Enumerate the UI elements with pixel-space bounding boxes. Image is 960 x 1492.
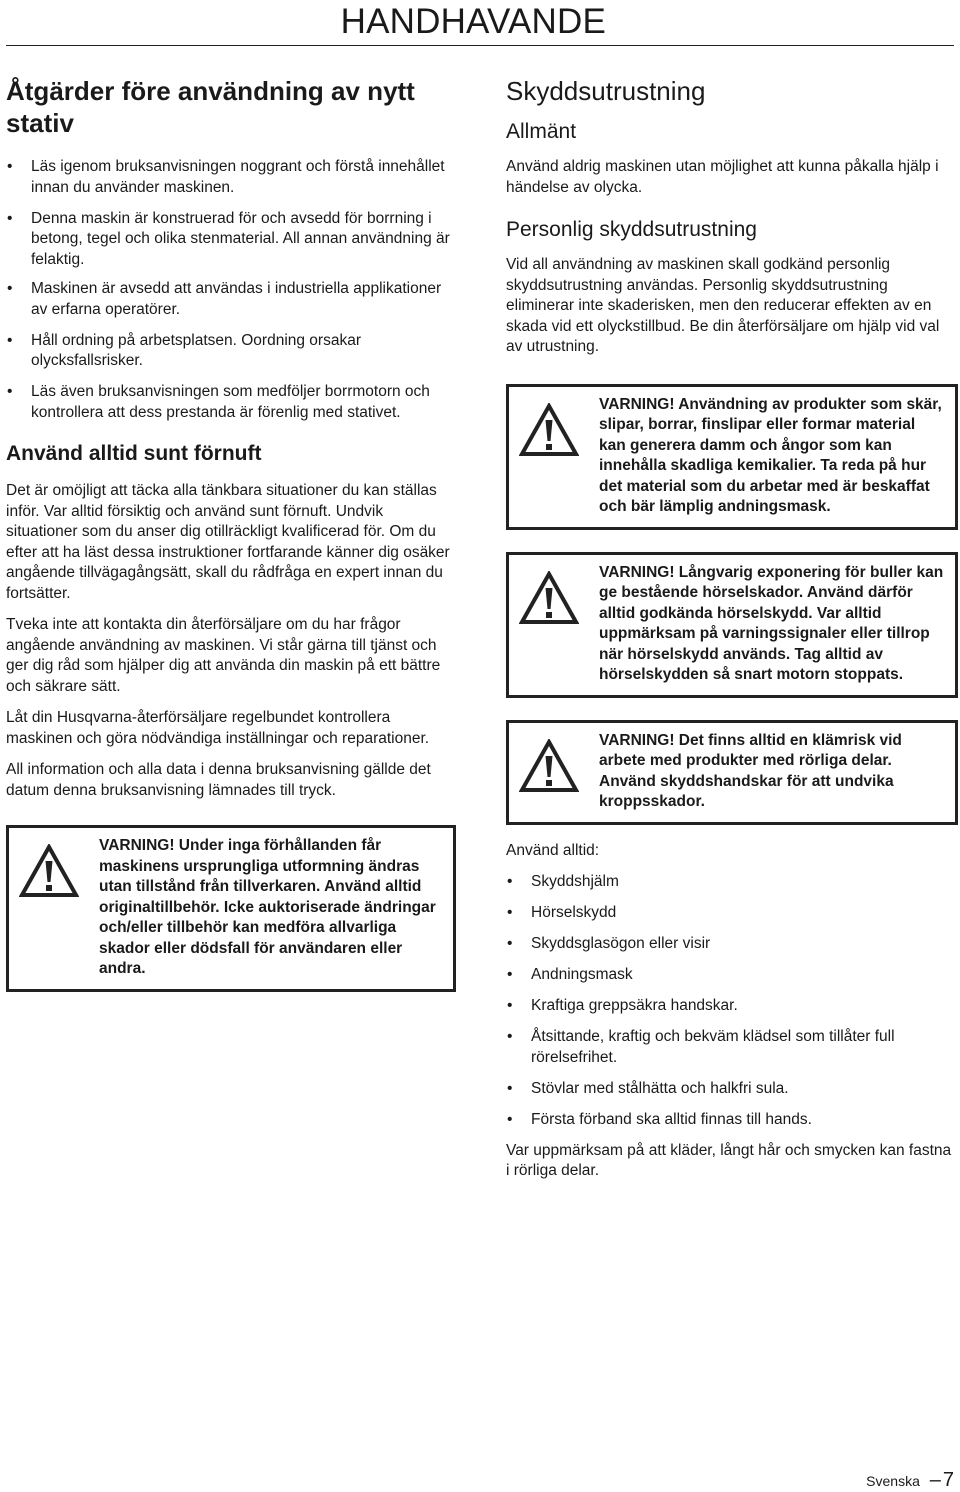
section-title-common-sense: Använd alltid sunt förnuft	[6, 442, 262, 465]
page-footer	[866, 1470, 954, 1491]
equipment-list	[506, 872, 956, 1130]
subsection-title-personal-equipment: Personlig skyddsutrustning	[506, 218, 757, 241]
general-text: Använd aldrig maskinen utan möjlighet att kunna påkalla hjälp i händelse av olycka.	[506, 158, 939, 196]
bullet-dot: •	[507, 966, 513, 983]
bullet-dot: •	[507, 1079, 513, 1097]
list-item: • Åtsittande, kraftig och bekväm klädsel som tillåter full rörelsefrihet.	[507, 1028, 895, 1066]
bullet-dot: •	[7, 280, 13, 297]
always-use-label: Använd alltid:	[506, 841, 600, 859]
contact-dealer-paragraph: Tveka inte att kontakta din återförsäljare om du har frågor angående användning av maskinen. Vi står gärna till tjänst och ger dig råd som hjälper dig att använda din maskin på ett bättre och säkrare sätt.	[6, 616, 441, 695]
list-item: • Maskinen är avsedd att användas i industriella applikationer av erfarna operatörer.	[7, 280, 442, 318]
warning-box-modifications	[6, 825, 456, 992]
warning-triangle-icon	[519, 403, 579, 457]
warning-text: VARNING! Användning av produkter som skär, slipar, borrar, finslipar eller formar material kan generera damm och ångor som kan innehålla skadliga kemikalier. Ta reda på hur det material som du arbetar med är beskaffat och bär lämplig andningsmask.	[599, 395, 942, 515]
closing-note: Var uppmärksam på att kläder, långt hår och smycken kan fastna i rörliga delar.	[506, 1141, 952, 1179]
list-item: • Andningsmask	[506, 965, 956, 986]
warning-triangle-icon	[19, 844, 79, 898]
bullet-dot: •	[7, 158, 13, 175]
section-title-protective-equipment: Skyddsutrustning	[506, 76, 706, 106]
bullet-dot: •	[7, 209, 13, 227]
list-item: • Stövlar med stålhätta och halkfri sula.	[506, 1079, 956, 1100]
subsection-title-general: Allmänt	[506, 120, 577, 143]
list-item: • Kraftiga greppsäkra handskar.	[506, 996, 956, 1017]
list-item: • Skyddsglasögon eller visir	[506, 934, 956, 955]
bullet-dot: •	[507, 997, 513, 1014]
bullet-dot: •	[507, 904, 513, 921]
right-column	[506, 60, 956, 1193]
personal-equipment-text: Vid all användning av maskinen skall godkänd personlig skyddsutrustning användas. Personlig skyddsutrustning eliminerar inte skaderisken, men den reducerar effekten av en skada vid ett olyckstillbud. Be din återförsäljare om hjälp vid val av utrustning.	[506, 256, 940, 355]
footer-separator: –	[929, 1469, 941, 1491]
bullet-dot: •	[507, 873, 513, 890]
bullet-dot: •	[507, 935, 513, 952]
list-item: • Denna maskin är konstruerad för och avsedd för borrning i betong, tegel och olika stenmaterial. All annan användning är felaktig.	[7, 209, 450, 268]
list-item: • Hörselskydd	[506, 903, 956, 924]
bullet-dot: •	[507, 1110, 513, 1128]
title-divider	[6, 45, 954, 46]
bullet-dot: •	[7, 383, 13, 400]
warning-box-dust	[506, 384, 958, 530]
warning-box-pinch	[506, 720, 958, 825]
common-sense-paragraph: Det är omöjligt att täcka alla tänkbara situationer du kan ställas inför. Var alltid försiktig och använd sunt förnuft. Undvik situationer som du anser dig otillräckligt kvalificerad för. Om du efter att ha läst dessa instruktioner fortfarande känner dig osäker angående tillvägagångsätt, skall du rådfråga en expert innan du fortsätter.	[6, 482, 450, 602]
warning-triangle-icon	[519, 739, 579, 793]
page-number: 7	[942, 1469, 954, 1491]
list-item: • Första förband ska alltid finnas till hands.	[506, 1110, 956, 1131]
print-date-paragraph: All information och alla data i denna bruksanvisning gällde det datum denna bruksanvisning lämnades till tryck.	[6, 761, 431, 799]
list-item: • Skyddshjälm	[506, 872, 956, 893]
warning-box-noise	[506, 552, 958, 698]
service-paragraph: Låt din Husqvarna-återförsäljare regelbundet kontrollera maskinen och göra nödvändiga inställningar och reparationer.	[6, 709, 430, 747]
list-item: • Håll ordning på arbetsplatsen. Oordning orsakar olycksfallsrisker.	[7, 331, 361, 369]
warning-text: VARNING! Det finns alltid en klämrisk vid arbete med produkter med rörliga delar. Använd skyddshandskar för att undvika kroppsskador.	[599, 731, 902, 810]
list-item: • Läs även bruksanvisningen som medföljer borrmotorn och kontrollera att dess prestanda är förenlig med stativet.	[7, 383, 430, 421]
new-stand-checklist	[6, 157, 454, 423]
warning-text: VARNING! Långvarig exponering för buller kan ge bestående hörselskador. Använd därför alltid godkända hörselskydd. Var alltid uppmärksam på varningssignaler eller tillrop när hörselskydd används. Tag alltid av hörselskydden så snart motorn stoppats.	[599, 563, 944, 683]
warning-triangle-icon	[519, 571, 579, 625]
bullet-dot: •	[7, 331, 13, 349]
page-title: HANDHAVANDE	[340, 2, 606, 41]
left-column	[6, 60, 454, 992]
section-title-new-stand: Åtgärder före användning av nytt stativ	[6, 76, 415, 138]
footer-language: Svenska	[866, 1473, 920, 1489]
list-item: • Läs igenom bruksanvisningen noggrant och förstå innehållet innan du använder maskinen.	[7, 158, 445, 196]
bullet-dot: •	[507, 1028, 513, 1045]
warning-text: VARNING! Under inga förhållanden får maskinens ursprungliga utformning ändras utan tillstånd från tillverkaren. Använd alltid originaltillbehör. Icke auktoriserade ändringar och/eller tillbehör kan medföra allvarliga skador eller dödsfall för användaren eller andra.	[99, 837, 436, 977]
